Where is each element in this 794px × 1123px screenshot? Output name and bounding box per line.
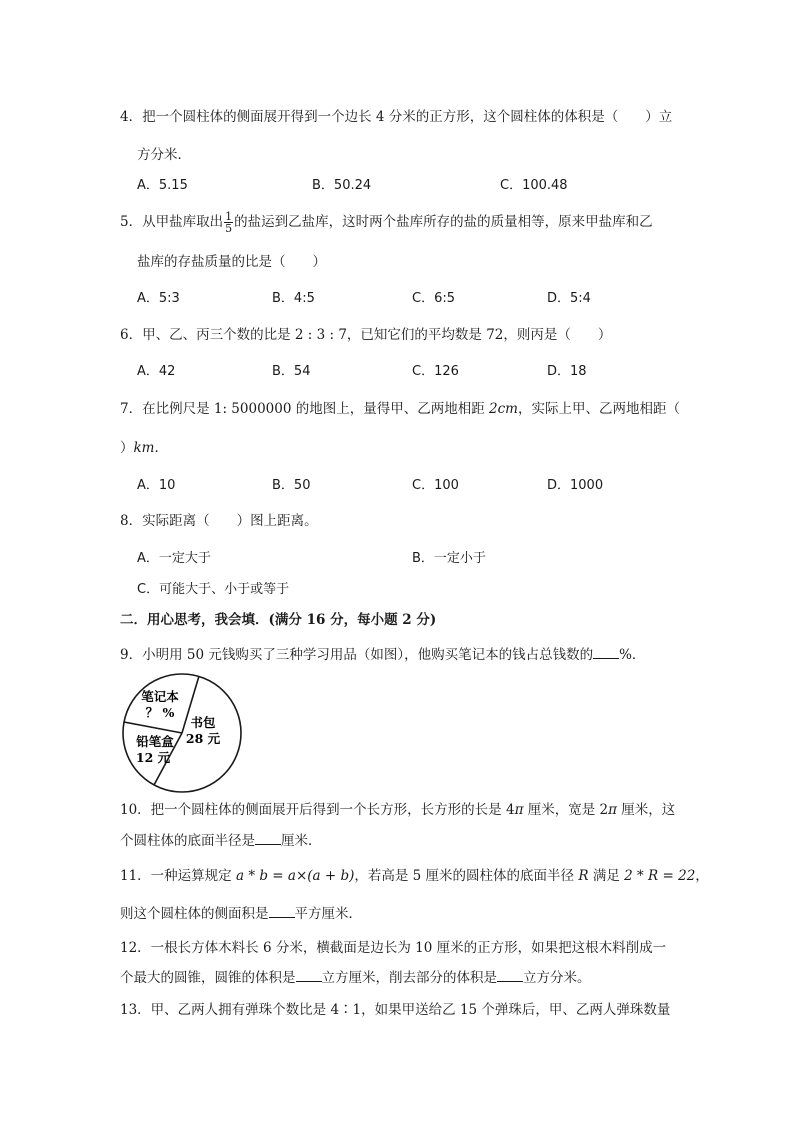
q12-line2 [120, 969, 591, 987]
q7-period: ． [154, 440, 168, 456]
q10-line1 [120, 801, 675, 819]
q11-answer-blank [269, 905, 295, 918]
q7-paren: ） [120, 440, 134, 456]
q5-stem-pre: 5．从甲盐库取出 [120, 214, 224, 230]
q10-answer-blank [255, 832, 281, 845]
q10-stem-post: 厘米，这 [616, 802, 676, 818]
q8-option-c: C．可能大于、小于或等于 [137, 582, 290, 597]
q6-line1: 6．甲、乙、丙三个数的比是 2 : 3 : 7，已知它们的平均数是 72，则丙是（ ） [120, 327, 612, 343]
q11-stem-mid2: 满足 [588, 868, 625, 884]
q4-line2: 方分米． [137, 147, 191, 163]
q12-line1: 12．一根长方体木料长 6 分米，横截面是边长为 10 厘米的正方形，如果把这根木料削成一 [120, 940, 667, 956]
q12-answer-blank-1 [296, 969, 322, 982]
q6-option-b: B．54 [272, 364, 311, 379]
q12-line2-mid: 立方厘米，削去部分的体积是 [321, 970, 497, 986]
pie-chart [120, 668, 250, 798]
q5-frac-num: 1 [225, 210, 233, 223]
q12-line2-pre: 个最大的圆锥，圆锥的体积是 [120, 970, 296, 986]
q12-line2-post: 立方分米。 [523, 970, 591, 986]
q6-option-d: D．18 [547, 364, 587, 379]
q5-line2: 盐库的存盐质量的比是（ ） [137, 254, 326, 270]
q7-option-b: B．50 [272, 478, 311, 493]
q11-stem-post: ， [695, 868, 709, 884]
q10-stem-pre: 10．把一个圆柱体的侧面展开后得到一个长方形，长方形的长是 4 [120, 802, 515, 818]
q5-option-d: D．5:4 [547, 291, 591, 306]
q9-stem: 9．小明用 50 元钱购买了三种学习用品（如图），他购买笔记本的钱占总钱数的 [120, 647, 594, 663]
q11-line2-post: 平方厘米． [294, 906, 362, 922]
q10-line2-post: 厘米． [281, 833, 322, 849]
slice-label-pencilcase: 铅笔盒 [136, 734, 174, 749]
q12-answer-blank-2 [497, 969, 523, 982]
q10-line2 [120, 832, 322, 850]
q13-line1: 13．甲、乙两人拥有弹珠个数比是 4∶1，如果甲送给乙 15 个弹珠后，甲、乙两人弹珠数量 [120, 1002, 671, 1018]
q7-unit-km: km [133, 440, 155, 456]
q5-line1 [120, 211, 653, 234]
q5-stem-post: 的盐运到乙盐库，这时两个盐库所存的盐的质量相等，原来甲盐库和乙 [234, 214, 653, 230]
q5-option-b: B．4:5 [272, 291, 315, 306]
q9-line1 [120, 646, 645, 664]
q7-option-d: D．1000 [547, 478, 604, 493]
q8-option-b: B．一定小于 [412, 551, 486, 566]
slice-label-bookbag: 书包 [190, 715, 216, 730]
q7-stem-post: ，实际上甲、乙两地相距（ [517, 401, 680, 417]
q5-frac-den: 5 [225, 222, 233, 235]
slice-label-notebook: 笔记本 [141, 689, 179, 704]
q10-line2-pre: 个圆柱体的底面半径是 [120, 833, 255, 849]
q6-option-c: C．126 [412, 364, 459, 379]
q7-option-a: A．10 [137, 478, 176, 493]
slice-value-notebook: ？ % [145, 705, 175, 720]
q7-option-c: C．100 [412, 478, 459, 493]
q4-option-a: A．5.15 [137, 178, 188, 193]
q7-unit-cm: 2cm [489, 401, 518, 417]
q7-line1 [120, 400, 680, 418]
q10-stem-mid: 厘米，宽是 2 [523, 802, 609, 818]
q9-stem-post: %． [619, 647, 646, 663]
q11-formula: a * b = a×(a + b) [235, 868, 355, 884]
q5-option-a: A．5:3 [137, 291, 180, 306]
q4-option-b: B．50.24 [312, 178, 372, 193]
slice-value-pencilcase: 12 元 [135, 750, 171, 765]
q8-line1: 8．实际距离（ ）图上距离。 [120, 513, 318, 529]
section-2-title: 二．用心思考，我会填．(满分 16 分，每小题 2 分) [120, 612, 437, 628]
q10-pi-2: π [608, 802, 617, 818]
q5-option-c: C．6:5 [412, 291, 455, 306]
q11-stem-mid: ，若高是 5 厘米的圆柱体的底面半径 [354, 868, 579, 884]
q7-stem-pre: 7．在比例尺是 1: 5000000 的地图上，量得甲、乙两地相距 [120, 401, 490, 417]
q11-stem-pre: 11．一种运算规定 [120, 868, 236, 884]
q6-option-a: A．42 [137, 364, 176, 379]
q11-line2 [120, 905, 362, 923]
q4-line1 [120, 108, 672, 126]
q4-option-c: C．100.48 [500, 178, 568, 193]
q11-radius-var: R [578, 868, 589, 884]
q8-option-a: A．一定大于 [137, 551, 211, 566]
q11-line1 [120, 867, 709, 885]
q10-pi-1: π [514, 802, 524, 818]
q5-fraction [224, 211, 233, 234]
q7-line2 [120, 439, 168, 457]
q11-line2-pre: 则这个圆柱体的侧面积是 [120, 906, 269, 922]
slice-value-bookbag: 28 元 [185, 731, 221, 746]
q11-formula2: 2 * R = 22 [624, 868, 696, 884]
q4-stem: 4．把一个圆柱体的侧面展开得到一个边长 4 分米的正方形，这个圆柱体的体积是（ ）立 [120, 109, 673, 125]
q9-answer-blank [593, 646, 619, 659]
